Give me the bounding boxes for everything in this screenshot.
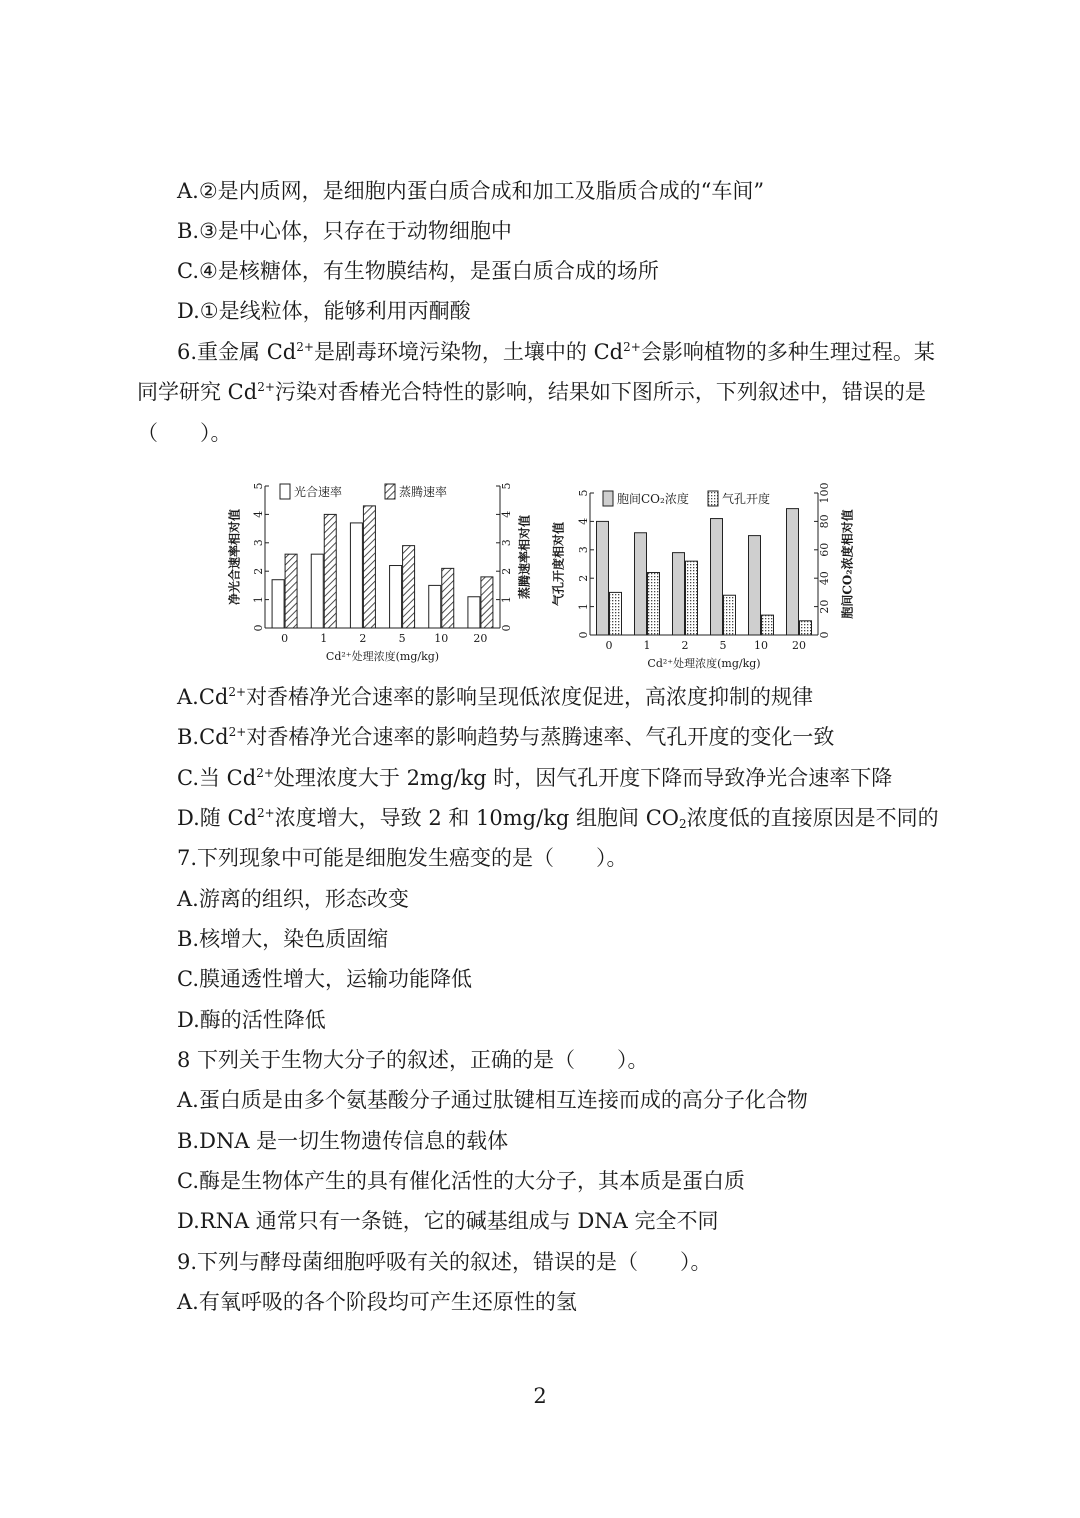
x-tick-label: 10 bbox=[434, 632, 449, 645]
q6-stem-line3: （ ）。 bbox=[137, 421, 232, 445]
left-tick-label: 5 bbox=[577, 489, 590, 497]
x-tick-label: 2 bbox=[681, 639, 689, 652]
bar-胞间CO₂浓度-20 bbox=[787, 509, 799, 635]
left-tick-label: 4 bbox=[252, 510, 265, 518]
page-number: 2 bbox=[533, 1384, 547, 1408]
chart-photosynthesis-transpiration bbox=[227, 483, 532, 664]
bar-光合速率-0 bbox=[272, 580, 284, 628]
q5-option-d: D.①是线粒体，能够利用丙酮酸 bbox=[177, 299, 471, 323]
right-tick-label: 100 bbox=[818, 482, 831, 504]
bar-光合速率-2 bbox=[350, 523, 362, 628]
bar-胞间CO₂浓度-2 bbox=[673, 553, 685, 635]
right-tick-label: 2 bbox=[500, 567, 513, 575]
right-tick-label: 20 bbox=[818, 599, 831, 614]
q7-option-d: D.酶的活性降低 bbox=[177, 1008, 326, 1032]
x-tick-label: 5 bbox=[719, 639, 727, 652]
left-tick-label: 3 bbox=[252, 539, 265, 547]
bar-气孔开度-20 bbox=[800, 621, 812, 635]
q6-option-d: D.随 $Cd^{2+}$浓度增大，导致 2 和 10mg/kg 组胞间 $CO_2$浓度低的直接原因是不同的 bbox=[177, 806, 939, 831]
q6-stem-line1: 6.重金属 $Cd^{2+}$是剧毒环境污染物，土壤中的 $Cd^{2+}$会影响植物的多种生理过程。某 bbox=[177, 340, 935, 364]
x-tick-label: 5 bbox=[398, 632, 406, 645]
legend-swatch-光合速率 bbox=[280, 484, 290, 499]
legend-label-蒸腾速率: 蒸腾速率 bbox=[399, 485, 448, 499]
bar-蒸腾速率-5 bbox=[403, 546, 415, 628]
q6-option-a: $A.Cd^{2+}$对香椿净光合速率的影响呈现低浓度促进，高浓度抑制的规律 bbox=[177, 685, 814, 709]
right-tick-label: 1 bbox=[500, 596, 513, 604]
y2-axis-label: 胞间CO₂浓度相对值 bbox=[840, 509, 855, 619]
q5-option-c: C.④是核糖体，有生物膜结构，是蛋白质合成的场所 bbox=[177, 259, 659, 283]
left-tick-label: 5 bbox=[252, 482, 265, 490]
bar-胞间CO₂浓度-0 bbox=[597, 521, 609, 635]
q8-option-b: B.DNA 是一切生物遗传信息的载体 bbox=[177, 1129, 509, 1153]
x-tick-label: 1 bbox=[643, 639, 651, 652]
left-tick-label: 4 bbox=[577, 517, 590, 525]
bar-气孔开度-10 bbox=[762, 615, 774, 635]
bar-蒸腾速率-0 bbox=[285, 554, 297, 628]
left-tick-label: 1 bbox=[252, 596, 265, 604]
bar-胞间CO₂浓度-1 bbox=[635, 533, 647, 635]
q6-option-b: $B.Cd^{2+}$对香椿净光合速率的影响趋势与蒸腾速率、气孔开度的变化一致 bbox=[177, 725, 835, 749]
q5-option-b: B.③是中心体，只存在于动物细胞中 bbox=[177, 219, 512, 243]
q9-option-a: A.有氧呼吸的各个阶段均可产生还原性的氢 bbox=[177, 1290, 577, 1314]
y-axis-label: 净光合速率相对值 bbox=[227, 508, 242, 606]
legend-label-光合速率: 光合速率 bbox=[294, 485, 343, 499]
x-tick-label: 0 bbox=[281, 632, 289, 645]
q6-figure bbox=[225, 462, 865, 674]
right-tick-label: 3 bbox=[500, 539, 513, 547]
bar-胞间CO₂浓度-5 bbox=[711, 519, 723, 635]
bar-气孔开度-1 bbox=[648, 573, 660, 635]
bar-光合速率-1 bbox=[311, 554, 323, 628]
x-tick-label: 10 bbox=[754, 639, 768, 652]
bar-光合速率-5 bbox=[390, 566, 402, 628]
bar-蒸腾速率-2 bbox=[363, 506, 375, 628]
y-axis-label: 气孔开度相对值 bbox=[551, 521, 566, 607]
left-tick-label: 1 bbox=[577, 603, 590, 611]
legend-label-气孔开度: 气孔开度 bbox=[722, 492, 771, 506]
right-tick-label: 4 bbox=[500, 510, 513, 518]
q6-option-c: C.当 $Cd^{2+}$处理浓度大于 2mg/kg 时，因气孔开度下降而导致净光合速率下降 bbox=[177, 766, 893, 790]
left-tick-label: 0 bbox=[252, 624, 265, 632]
right-tick-label: 0 bbox=[500, 624, 513, 632]
bar-蒸腾速率-1 bbox=[324, 514, 336, 628]
x-tick-label: 2 bbox=[359, 632, 367, 645]
q7-option-c: C.膜通透性增大，运输功能降低 bbox=[177, 967, 472, 991]
x-tick-label: 1 bbox=[320, 632, 328, 645]
x-tick-label: 0 bbox=[605, 639, 613, 652]
right-tick-label: 0 bbox=[818, 631, 831, 639]
x-tick-label: 20 bbox=[792, 639, 806, 652]
x-tick-label: 20 bbox=[473, 632, 488, 645]
q6-stem-line2: 同学研究 $Cd^{2+}$污染对香椿光合特性的影响，结果如下图所示，下列叙述中，错误的是 bbox=[137, 380, 926, 404]
left-tick-label: 0 bbox=[577, 631, 590, 639]
legend-swatch-胞间CO₂浓度 bbox=[603, 491, 613, 506]
left-tick-label: 3 bbox=[577, 546, 590, 554]
q8-option-a: A.蛋白质是由多个氨基酸分子通过肽键相互连接而成的高分子化合物 bbox=[177, 1088, 808, 1112]
legend-swatch-蒸腾速率 bbox=[385, 484, 395, 499]
q7-stem: 7.下列现象中可能是细胞发生癌变的是（ ）。 bbox=[177, 846, 628, 870]
right-tick-label: 80 bbox=[818, 514, 831, 529]
right-tick-label: 60 bbox=[818, 542, 831, 557]
right-tick-label: 5 bbox=[500, 482, 513, 490]
q7-option-b: B.核增大，染色质固缩 bbox=[177, 927, 389, 951]
y2-axis-label: 蒸腾速率相对值 bbox=[517, 514, 532, 600]
legend-label-胞间CO₂浓度: 胞间CO₂浓度 bbox=[617, 492, 689, 506]
bar-气孔开度-0 bbox=[610, 592, 622, 635]
bar-蒸腾速率-20 bbox=[481, 577, 493, 628]
q8-stem: 8 下列关于生物大分子的叙述，正确的是（ ）。 bbox=[177, 1048, 649, 1072]
chart-co2-stomata bbox=[551, 483, 855, 671]
right-tick-label: 40 bbox=[818, 571, 831, 586]
bar-蒸腾速率-10 bbox=[442, 568, 454, 628]
bar-光合速率-20 bbox=[468, 597, 480, 628]
bar-光合速率-10 bbox=[429, 585, 441, 628]
q7-option-a: A.游离的组织，形态改变 bbox=[177, 887, 409, 911]
q5-option-a: A.②是内质网，是细胞内蛋白质合成和加工及脂质合成的“车间” bbox=[177, 179, 765, 203]
x-axis-label: Cd²⁺处理浓度(mg/kg) bbox=[325, 650, 440, 663]
left-tick-label: 2 bbox=[252, 567, 265, 575]
x-axis-label: Cd²⁺处理浓度(mg/kg) bbox=[647, 657, 761, 670]
bar-胞间CO₂浓度-10 bbox=[749, 536, 761, 635]
q8-option-d: D.RNA 通常只有一条链，它的碱基组成与 DNA 完全不同 bbox=[177, 1209, 719, 1233]
q9-stem: 9.下列与酵母菌细胞呼吸有关的叙述，错误的是（ ）。 bbox=[177, 1250, 712, 1274]
bar-气孔开度-5 bbox=[724, 595, 736, 635]
legend-swatch-气孔开度 bbox=[708, 491, 718, 506]
bar-气孔开度-2 bbox=[686, 561, 698, 635]
q8-option-c: C.酶是生物体产生的具有催化活性的大分子，其本质是蛋白质 bbox=[177, 1169, 745, 1193]
left-tick-label: 2 bbox=[577, 574, 590, 582]
